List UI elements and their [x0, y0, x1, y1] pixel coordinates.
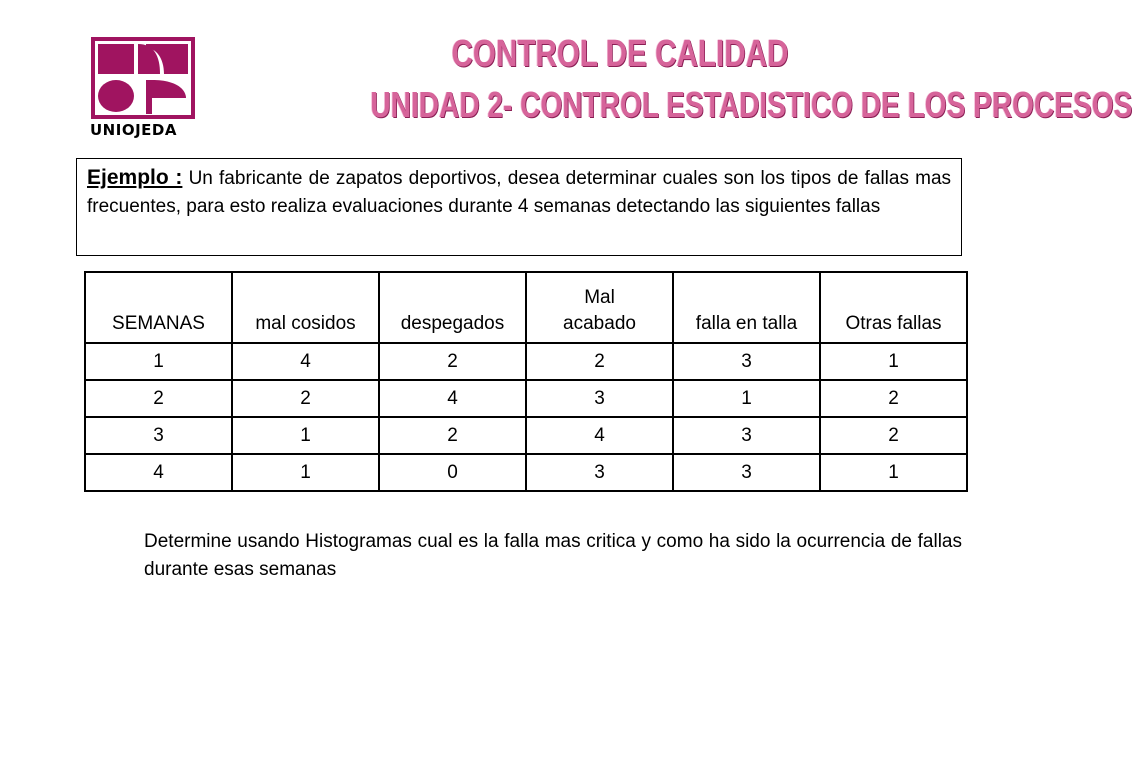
unit-title: UNIDAD 2- CONTROL ESTADISTICO DE LOS PROCESOS: [370, 84, 1132, 125]
table-cell: 2: [820, 417, 967, 454]
table-cell: 3: [526, 454, 673, 491]
table-cell: 3: [85, 417, 232, 454]
table-cell: 4: [379, 380, 526, 417]
uniojeda-logo: [90, 36, 200, 140]
table-row: [85, 380, 967, 417]
table-cell: 2: [85, 380, 232, 417]
table-cell: 2: [379, 417, 526, 454]
table-cell: 3: [673, 454, 820, 491]
table-cell: 1: [820, 343, 967, 380]
header-semanas: SEMANAS: [85, 272, 232, 343]
example-box: [76, 158, 962, 256]
logo-wordmark: UNIOJEDA: [90, 121, 177, 139]
table-cell: 4: [85, 454, 232, 491]
table-cell: 1: [232, 417, 379, 454]
header-despegados: despegados: [379, 272, 526, 343]
table-cell: 4: [526, 417, 673, 454]
example-paragraph: [87, 164, 951, 221]
table-cell: 0: [379, 454, 526, 491]
table-row: [85, 417, 967, 454]
table-cell: 2: [232, 380, 379, 417]
instruction-text: Determine usando Histogramas cual es la falla mas critica y como ha sido la ocurrencia de fallas durante esas semanas: [144, 531, 962, 580]
course-title: CONTROL DE CALIDAD: [451, 33, 789, 75]
table-cell: 3: [526, 380, 673, 417]
header-mal-cosidos: mal cosidos: [232, 272, 379, 343]
table-cell: 1: [820, 454, 967, 491]
table-cell: 2: [526, 343, 673, 380]
table-row: [85, 454, 967, 491]
table-cell: 1: [232, 454, 379, 491]
faults-table: [84, 271, 968, 492]
table-cell: 2: [379, 343, 526, 380]
example-label: Ejemplo :: [87, 166, 183, 189]
table-cell: 1: [673, 380, 820, 417]
header-mal-acabado: Mal acabado: [526, 272, 673, 343]
table-cell: 2: [820, 380, 967, 417]
table-cell: 3: [673, 417, 820, 454]
example-text: Un fabricante de zapatos deportivos, desea determinar cuales son los tipos de fallas mas frecuentes, para esto realiza evaluaciones durante 4 semanas detectando las siguientes fallas: [87, 168, 952, 217]
header-falla-en-talla: falla en talla: [673, 272, 820, 343]
logo-mark-icon: [90, 36, 200, 122]
table-cell: 4: [232, 343, 379, 380]
table-cell: 3: [673, 343, 820, 380]
table-row: [85, 343, 967, 380]
table-header-row: [85, 272, 967, 343]
header-otras-fallas: Otras fallas: [820, 272, 967, 343]
table-cell: 1: [85, 343, 232, 380]
